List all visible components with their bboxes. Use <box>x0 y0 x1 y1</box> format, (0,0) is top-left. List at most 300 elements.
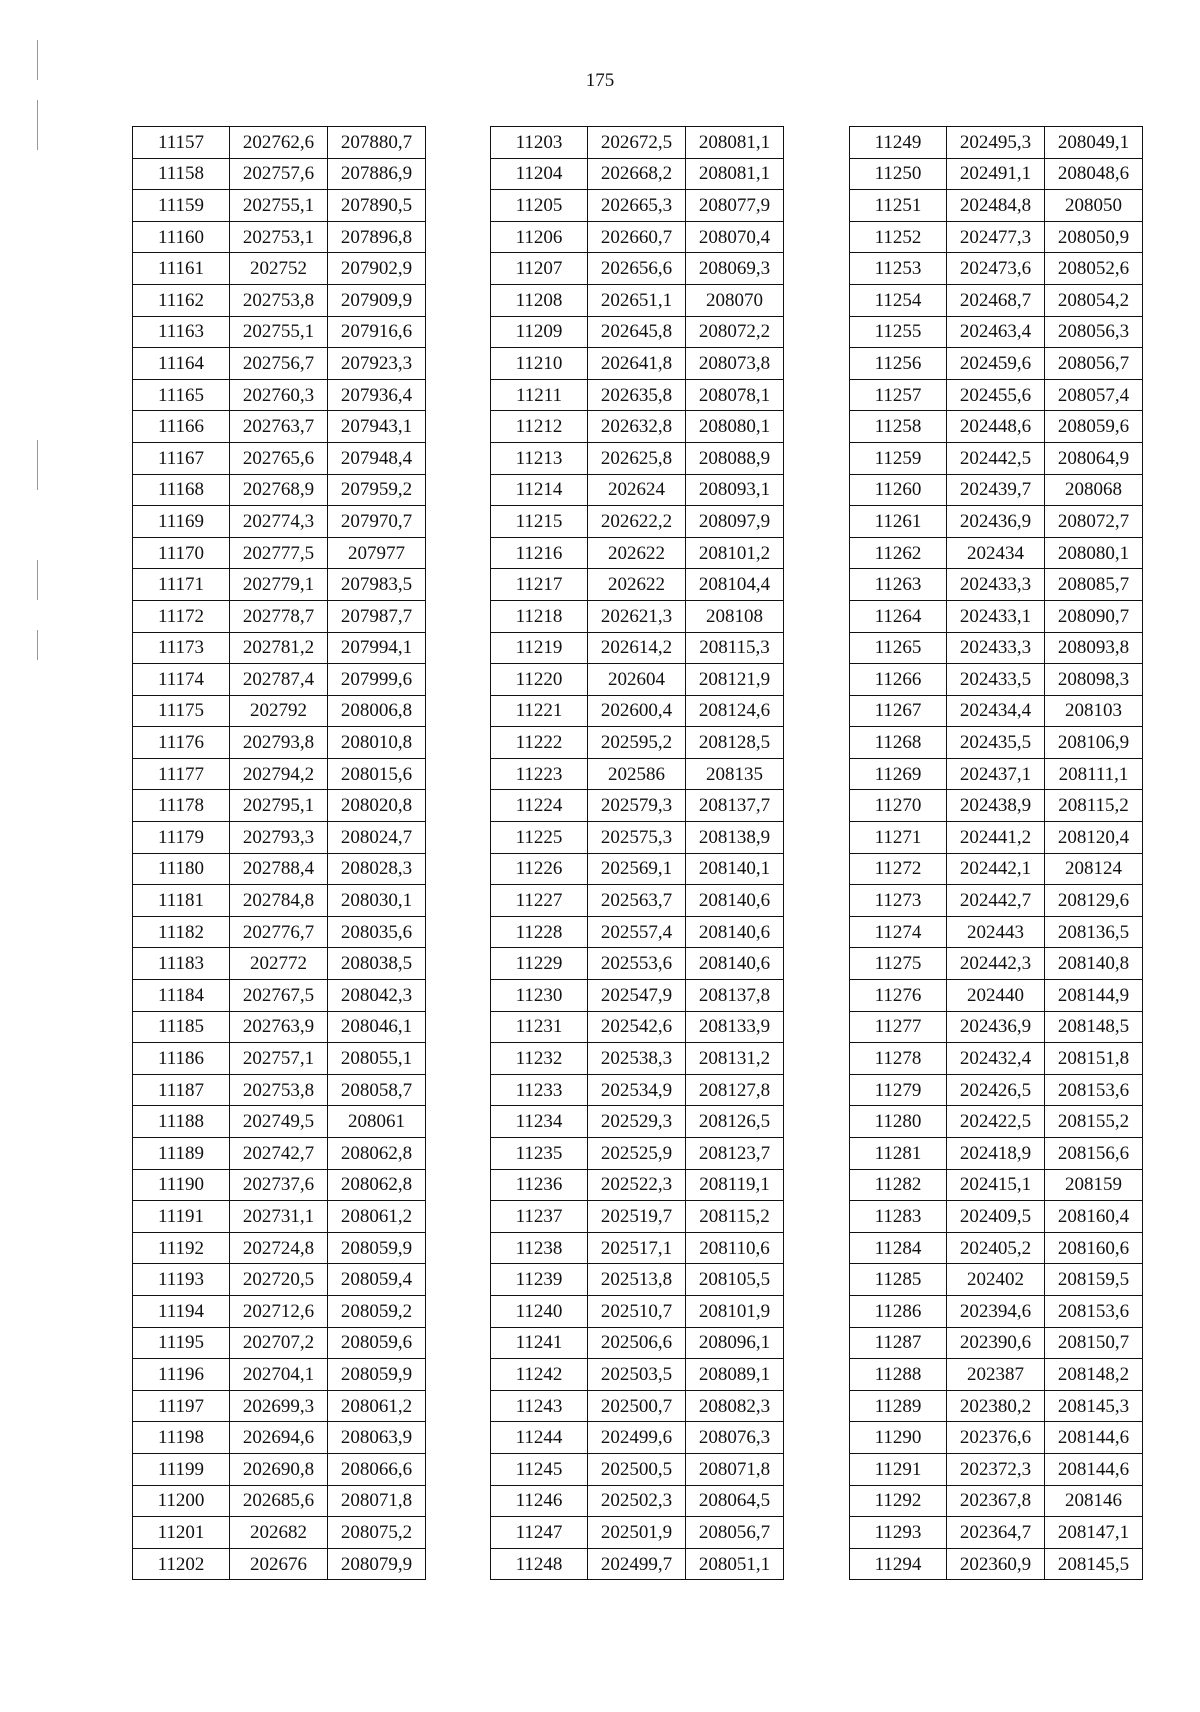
x-coordinate-cell: 202477,3 <box>947 221 1045 253</box>
x-coordinate-cell: 202390,6 <box>947 1327 1045 1359</box>
table-row <box>850 1169 1143 1201</box>
x-coordinate-cell: 202757,6 <box>230 158 328 190</box>
table-row <box>491 569 784 601</box>
y-coordinate-cell: 208035,6 <box>328 916 426 948</box>
table-row <box>133 632 426 664</box>
y-coordinate-cell: 208150,7 <box>1045 1327 1143 1359</box>
x-coordinate-cell: 202755,1 <box>230 190 328 222</box>
x-coordinate-cell: 202625,8 <box>588 442 686 474</box>
point-number-cell: 11194 <box>133 1295 230 1327</box>
table-row <box>850 1359 1143 1391</box>
table-row <box>491 885 784 917</box>
table-row <box>491 348 784 380</box>
x-coordinate-cell: 202442,7 <box>947 885 1045 917</box>
x-coordinate-cell: 202614,2 <box>588 632 686 664</box>
x-coordinate-cell: 202672,5 <box>588 127 686 159</box>
point-number-cell: 11242 <box>491 1359 588 1391</box>
y-coordinate-cell: 208051,1 <box>686 1548 784 1580</box>
table-row <box>491 316 784 348</box>
point-number-cell: 11248 <box>491 1548 588 1580</box>
x-coordinate-cell: 202690,8 <box>230 1453 328 1485</box>
x-coordinate-cell: 202402 <box>947 1264 1045 1296</box>
table-row <box>491 790 784 822</box>
point-number-cell: 11224 <box>491 790 588 822</box>
table-row <box>850 695 1143 727</box>
table-row <box>133 695 426 727</box>
x-coordinate-cell: 202724,8 <box>230 1232 328 1264</box>
x-coordinate-cell: 202436,9 <box>947 1011 1045 1043</box>
y-coordinate-cell: 208076,3 <box>686 1422 784 1454</box>
y-coordinate-cell: 208136,5 <box>1045 916 1143 948</box>
table-row <box>133 664 426 696</box>
y-coordinate-cell: 207880,7 <box>328 127 426 159</box>
x-coordinate-cell: 202787,4 <box>230 664 328 696</box>
table-row <box>133 1074 426 1106</box>
point-number-cell: 11215 <box>491 506 588 538</box>
point-number-cell: 11192 <box>133 1232 230 1264</box>
table-row <box>133 758 426 790</box>
y-coordinate-cell: 208046,1 <box>328 1011 426 1043</box>
x-coordinate-cell: 202793,8 <box>230 727 328 759</box>
table-row <box>491 411 784 443</box>
y-coordinate-cell: 208081,1 <box>686 127 784 159</box>
table-row <box>850 790 1143 822</box>
x-coordinate-cell: 202569,1 <box>588 853 686 885</box>
table-row <box>491 190 784 222</box>
y-coordinate-cell: 208104,4 <box>686 569 784 601</box>
x-coordinate-cell: 202553,6 <box>588 948 686 980</box>
table-row <box>850 758 1143 790</box>
table-row <box>850 1011 1143 1043</box>
y-coordinate-cell: 208115,3 <box>686 632 784 664</box>
y-coordinate-cell: 208072,2 <box>686 316 784 348</box>
table-row <box>850 221 1143 253</box>
y-coordinate-cell: 207923,3 <box>328 348 426 380</box>
y-coordinate-cell: 208064,5 <box>686 1485 784 1517</box>
point-number-cell: 11252 <box>850 221 947 253</box>
coordinate-table <box>849 126 1143 1580</box>
table-row <box>850 822 1143 854</box>
x-coordinate-cell: 202409,5 <box>947 1201 1045 1233</box>
table-row <box>850 158 1143 190</box>
x-coordinate-cell: 202784,8 <box>230 885 328 917</box>
point-number-cell: 11275 <box>850 948 947 980</box>
point-number-cell: 11207 <box>491 253 588 285</box>
y-coordinate-cell: 208127,8 <box>686 1074 784 1106</box>
y-coordinate-cell: 208120,4 <box>1045 822 1143 854</box>
x-coordinate-cell: 202491,1 <box>947 158 1045 190</box>
table-row <box>850 664 1143 696</box>
table-row <box>491 379 784 411</box>
y-coordinate-cell: 208093,1 <box>686 474 784 506</box>
table-row <box>133 442 426 474</box>
point-number-cell: 11273 <box>850 885 947 917</box>
x-coordinate-cell: 202660,7 <box>588 221 686 253</box>
table-row <box>850 253 1143 285</box>
y-coordinate-cell: 208050 <box>1045 190 1143 222</box>
x-coordinate-cell: 202525,9 <box>588 1138 686 1170</box>
y-coordinate-cell: 207916,6 <box>328 316 426 348</box>
y-coordinate-cell: 208097,9 <box>686 506 784 538</box>
y-coordinate-cell: 208145,5 <box>1045 1548 1143 1580</box>
y-coordinate-cell: 208059,2 <box>328 1295 426 1327</box>
y-coordinate-cell: 208078,1 <box>686 379 784 411</box>
x-coordinate-cell: 202443 <box>947 916 1045 948</box>
point-number-cell: 11290 <box>850 1422 947 1454</box>
x-coordinate-cell: 202742,7 <box>230 1138 328 1170</box>
x-coordinate-cell: 202765,6 <box>230 442 328 474</box>
table-row <box>133 411 426 443</box>
table-row <box>491 1232 784 1264</box>
y-coordinate-cell: 208080,1 <box>686 411 784 443</box>
y-coordinate-cell: 208101,9 <box>686 1295 784 1327</box>
point-number-cell: 11274 <box>850 916 947 948</box>
table-row <box>133 379 426 411</box>
table-row <box>133 1453 426 1485</box>
point-number-cell: 11291 <box>850 1453 947 1485</box>
table-row <box>133 127 426 159</box>
y-coordinate-cell: 208038,5 <box>328 948 426 980</box>
y-coordinate-cell: 208048,6 <box>1045 158 1143 190</box>
x-coordinate-cell: 202438,9 <box>947 790 1045 822</box>
point-number-cell: 11238 <box>491 1232 588 1264</box>
point-number-cell: 11234 <box>491 1106 588 1138</box>
table-row <box>491 1074 784 1106</box>
table-row <box>491 221 784 253</box>
point-number-cell: 11276 <box>850 980 947 1012</box>
x-coordinate-cell: 202760,3 <box>230 379 328 411</box>
table-row <box>850 127 1143 159</box>
table-row <box>491 853 784 885</box>
y-coordinate-cell: 208160,4 <box>1045 1201 1143 1233</box>
y-coordinate-cell: 208066,6 <box>328 1453 426 1485</box>
x-coordinate-cell: 202632,8 <box>588 411 686 443</box>
y-coordinate-cell: 208124,6 <box>686 695 784 727</box>
table-row <box>133 316 426 348</box>
point-number-cell: 11259 <box>850 442 947 474</box>
x-coordinate-cell: 202448,6 <box>947 411 1045 443</box>
table-row <box>491 822 784 854</box>
x-coordinate-cell: 202767,5 <box>230 980 328 1012</box>
table-row <box>850 1327 1143 1359</box>
x-coordinate-cell: 202699,3 <box>230 1390 328 1422</box>
table-row <box>850 1074 1143 1106</box>
y-coordinate-cell: 208138,9 <box>686 822 784 854</box>
x-coordinate-cell: 202500,5 <box>588 1453 686 1485</box>
point-number-cell: 11178 <box>133 790 230 822</box>
point-number-cell: 11229 <box>491 948 588 980</box>
table-row <box>133 190 426 222</box>
point-number-cell: 11168 <box>133 474 230 506</box>
point-number-cell: 11160 <box>133 221 230 253</box>
table-row <box>133 1295 426 1327</box>
table-row <box>133 1043 426 1075</box>
x-coordinate-cell: 202437,1 <box>947 758 1045 790</box>
table-row <box>491 916 784 948</box>
x-coordinate-cell: 202441,2 <box>947 822 1045 854</box>
y-coordinate-cell: 208129,6 <box>1045 885 1143 917</box>
point-number-cell: 11217 <box>491 569 588 601</box>
point-number-cell: 11175 <box>133 695 230 727</box>
point-number-cell: 11266 <box>850 664 947 696</box>
y-coordinate-cell: 208159,5 <box>1045 1264 1143 1296</box>
y-coordinate-cell: 208105,5 <box>686 1264 784 1296</box>
table-row <box>133 1548 426 1580</box>
y-coordinate-cell: 208090,7 <box>1045 600 1143 632</box>
table-row <box>133 1169 426 1201</box>
table-row <box>133 506 426 538</box>
y-coordinate-cell: 207948,4 <box>328 442 426 474</box>
x-coordinate-cell: 202781,2 <box>230 632 328 664</box>
y-coordinate-cell: 208126,5 <box>686 1106 784 1138</box>
y-coordinate-cell: 207943,1 <box>328 411 426 443</box>
x-coordinate-cell: 202529,3 <box>588 1106 686 1138</box>
x-coordinate-cell: 202522,3 <box>588 1169 686 1201</box>
point-number-cell: 11231 <box>491 1011 588 1043</box>
x-coordinate-cell: 202442,5 <box>947 442 1045 474</box>
point-number-cell: 11244 <box>491 1422 588 1454</box>
point-number-cell: 11249 <box>850 127 947 159</box>
x-coordinate-cell: 202776,7 <box>230 916 328 948</box>
x-coordinate-cell: 202763,7 <box>230 411 328 443</box>
table-row <box>850 537 1143 569</box>
point-number-cell: 11188 <box>133 1106 230 1138</box>
table-row <box>133 916 426 948</box>
point-number-cell: 11235 <box>491 1138 588 1170</box>
point-number-cell: 11210 <box>491 348 588 380</box>
point-number-cell: 11165 <box>133 379 230 411</box>
y-coordinate-cell: 208050,9 <box>1045 221 1143 253</box>
table-row <box>491 1201 784 1233</box>
table-row <box>491 1517 784 1549</box>
x-coordinate-cell: 202501,9 <box>588 1517 686 1549</box>
point-number-cell: 11267 <box>850 695 947 727</box>
table-row <box>491 442 784 474</box>
coordinate-table <box>132 126 426 1580</box>
x-coordinate-cell: 202394,6 <box>947 1295 1045 1327</box>
x-coordinate-cell: 202534,9 <box>588 1074 686 1106</box>
y-coordinate-cell: 208080,1 <box>1045 537 1143 569</box>
y-coordinate-cell: 208140,8 <box>1045 948 1143 980</box>
table-row <box>850 1201 1143 1233</box>
table-row <box>850 190 1143 222</box>
y-coordinate-cell: 207896,8 <box>328 221 426 253</box>
y-coordinate-cell: 208059,4 <box>328 1264 426 1296</box>
x-coordinate-cell: 202772 <box>230 948 328 980</box>
table-row <box>491 980 784 1012</box>
table-row <box>850 1106 1143 1138</box>
x-coordinate-cell: 202542,6 <box>588 1011 686 1043</box>
point-number-cell: 11185 <box>133 1011 230 1043</box>
table-row <box>491 632 784 664</box>
y-coordinate-cell: 208108 <box>686 600 784 632</box>
x-coordinate-cell: 202757,1 <box>230 1043 328 1075</box>
point-number-cell: 11251 <box>850 190 947 222</box>
table-row <box>491 1264 784 1296</box>
point-number-cell: 11167 <box>133 442 230 474</box>
point-number-cell: 11260 <box>850 474 947 506</box>
y-coordinate-cell: 208085,7 <box>1045 569 1143 601</box>
table-row <box>850 411 1143 443</box>
y-coordinate-cell: 208137,8 <box>686 980 784 1012</box>
y-coordinate-cell: 207999,6 <box>328 664 426 696</box>
x-coordinate-cell: 202442,1 <box>947 853 1045 885</box>
x-coordinate-cell: 202762,6 <box>230 127 328 159</box>
table-row <box>850 316 1143 348</box>
table-row <box>850 506 1143 538</box>
point-number-cell: 11232 <box>491 1043 588 1075</box>
x-coordinate-cell: 202557,4 <box>588 916 686 948</box>
table-row <box>850 1390 1143 1422</box>
y-coordinate-cell: 207970,7 <box>328 506 426 538</box>
x-coordinate-cell: 202641,8 <box>588 348 686 380</box>
table-row <box>850 1548 1143 1580</box>
y-coordinate-cell: 208081,1 <box>686 158 784 190</box>
point-number-cell: 11270 <box>850 790 947 822</box>
x-coordinate-cell: 202435,5 <box>947 727 1045 759</box>
point-number-cell: 11283 <box>850 1201 947 1233</box>
table-row <box>133 600 426 632</box>
y-coordinate-cell: 208153,6 <box>1045 1295 1143 1327</box>
y-coordinate-cell: 208010,8 <box>328 727 426 759</box>
table-row <box>850 885 1143 917</box>
point-number-cell: 11293 <box>850 1517 947 1549</box>
y-coordinate-cell: 208073,8 <box>686 348 784 380</box>
x-coordinate-cell: 202433,1 <box>947 600 1045 632</box>
point-number-cell: 11281 <box>850 1138 947 1170</box>
point-number-cell: 11169 <box>133 506 230 538</box>
x-coordinate-cell: 202519,7 <box>588 1201 686 1233</box>
x-coordinate-cell: 202668,2 <box>588 158 686 190</box>
x-coordinate-cell: 202682 <box>230 1517 328 1549</box>
point-number-cell: 11186 <box>133 1043 230 1075</box>
point-number-cell: 11195 <box>133 1327 230 1359</box>
x-coordinate-cell: 202755,1 <box>230 316 328 348</box>
point-number-cell: 11171 <box>133 569 230 601</box>
y-coordinate-cell: 208093,8 <box>1045 632 1143 664</box>
y-coordinate-cell: 207936,4 <box>328 379 426 411</box>
point-number-cell: 11258 <box>850 411 947 443</box>
point-number-cell: 11233 <box>491 1074 588 1106</box>
point-number-cell: 11201 <box>133 1517 230 1549</box>
point-number-cell: 11205 <box>491 190 588 222</box>
point-number-cell: 11287 <box>850 1327 947 1359</box>
point-number-cell: 11180 <box>133 853 230 885</box>
table-row <box>491 727 784 759</box>
table-row <box>133 727 426 759</box>
point-number-cell: 11176 <box>133 727 230 759</box>
x-coordinate-cell: 202364,7 <box>947 1517 1045 1549</box>
x-coordinate-cell: 202793,3 <box>230 822 328 854</box>
table-row <box>850 727 1143 759</box>
point-number-cell: 11206 <box>491 221 588 253</box>
table-row <box>850 1138 1143 1170</box>
y-coordinate-cell: 208072,7 <box>1045 506 1143 538</box>
table-row <box>133 1517 426 1549</box>
table-row <box>850 916 1143 948</box>
y-coordinate-cell: 208144,6 <box>1045 1453 1143 1485</box>
y-coordinate-cell: 208137,7 <box>686 790 784 822</box>
x-coordinate-cell: 202517,1 <box>588 1232 686 1264</box>
point-number-cell: 11189 <box>133 1138 230 1170</box>
y-coordinate-cell: 208128,5 <box>686 727 784 759</box>
y-coordinate-cell: 208070 <box>686 284 784 316</box>
y-coordinate-cell: 208059,9 <box>328 1359 426 1391</box>
point-number-cell: 11237 <box>491 1201 588 1233</box>
page-number: 175 <box>585 70 615 91</box>
point-number-cell: 11198 <box>133 1422 230 1454</box>
table-row <box>133 885 426 917</box>
x-coordinate-cell: 202499,6 <box>588 1422 686 1454</box>
y-coordinate-cell: 207890,5 <box>328 190 426 222</box>
x-coordinate-cell: 202380,2 <box>947 1390 1045 1422</box>
point-number-cell: 11288 <box>850 1359 947 1391</box>
x-coordinate-cell: 202502,3 <box>588 1485 686 1517</box>
table-row <box>850 1295 1143 1327</box>
point-number-cell: 11294 <box>850 1548 947 1580</box>
y-coordinate-cell: 208015,6 <box>328 758 426 790</box>
y-coordinate-cell: 207959,2 <box>328 474 426 506</box>
point-number-cell: 11164 <box>133 348 230 380</box>
point-number-cell: 11279 <box>850 1074 947 1106</box>
table-row <box>491 1359 784 1391</box>
x-coordinate-cell: 202604 <box>588 664 686 696</box>
table-row <box>133 1264 426 1296</box>
x-coordinate-cell: 202635,8 <box>588 379 686 411</box>
point-number-cell: 11211 <box>491 379 588 411</box>
table-row <box>491 1422 784 1454</box>
y-coordinate-cell: 207983,5 <box>328 569 426 601</box>
x-coordinate-cell: 202622,2 <box>588 506 686 538</box>
y-coordinate-cell: 207909,9 <box>328 284 426 316</box>
y-coordinate-cell: 208133,9 <box>686 1011 784 1043</box>
x-coordinate-cell: 202500,7 <box>588 1390 686 1422</box>
point-number-cell: 11163 <box>133 316 230 348</box>
table-row <box>491 1453 784 1485</box>
x-coordinate-cell: 202794,2 <box>230 758 328 790</box>
x-coordinate-cell: 202749,5 <box>230 1106 328 1138</box>
y-coordinate-cell: 208020,8 <box>328 790 426 822</box>
point-number-cell: 11227 <box>491 885 588 917</box>
x-coordinate-cell: 202795,1 <box>230 790 328 822</box>
table-row <box>491 1295 784 1327</box>
point-number-cell: 11289 <box>850 1390 947 1422</box>
table-row <box>133 1359 426 1391</box>
y-coordinate-cell: 208056,3 <box>1045 316 1143 348</box>
table-row <box>133 1390 426 1422</box>
point-number-cell: 11263 <box>850 569 947 601</box>
y-coordinate-cell: 207977 <box>328 537 426 569</box>
y-coordinate-cell: 208124 <box>1045 853 1143 885</box>
y-coordinate-cell: 208071,8 <box>686 1453 784 1485</box>
table-row <box>850 569 1143 601</box>
point-number-cell: 11216 <box>491 537 588 569</box>
y-coordinate-cell: 208054,2 <box>1045 284 1143 316</box>
point-number-cell: 11264 <box>850 600 947 632</box>
point-number-cell: 11246 <box>491 1485 588 1517</box>
table-row <box>491 664 784 696</box>
y-coordinate-cell: 208131,2 <box>686 1043 784 1075</box>
y-coordinate-cell: 208057,4 <box>1045 379 1143 411</box>
x-coordinate-cell: 202600,4 <box>588 695 686 727</box>
y-coordinate-cell: 208115,2 <box>1045 790 1143 822</box>
scan-margin-mark <box>37 630 38 660</box>
x-coordinate-cell: 202426,5 <box>947 1074 1045 1106</box>
y-coordinate-cell: 208070,4 <box>686 221 784 253</box>
x-coordinate-cell: 202779,1 <box>230 569 328 601</box>
x-coordinate-cell: 202538,3 <box>588 1043 686 1075</box>
point-number-cell: 11182 <box>133 916 230 948</box>
